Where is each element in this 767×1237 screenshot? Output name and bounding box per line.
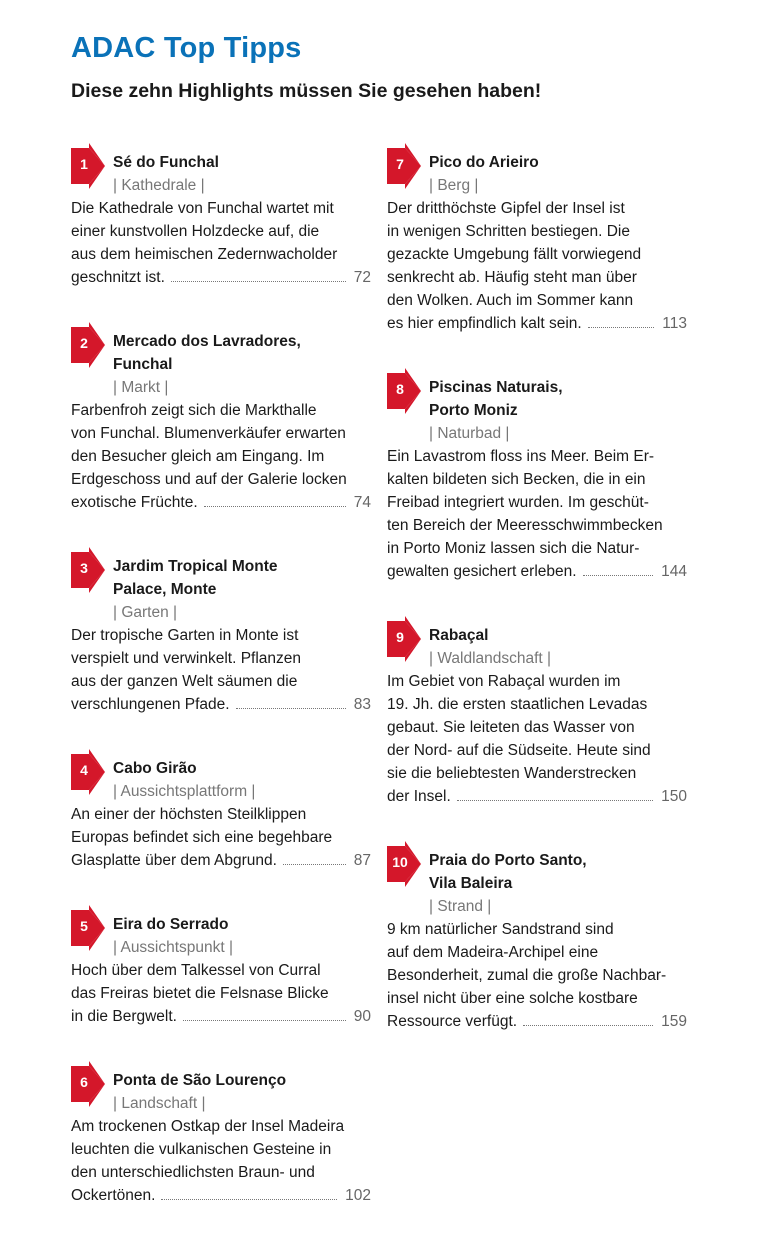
tip-category: | Berg |: [429, 177, 479, 194]
number-badge-icon: [387, 616, 421, 662]
tip-item: [71, 1058, 371, 1207]
page-number: 72: [353, 269, 371, 286]
number-badge-icon: [387, 368, 421, 414]
tip-title-line: Porto Moniz: [429, 402, 518, 419]
description-line: Freibad integriert wurden. Im geschüt-: [387, 494, 649, 511]
tip-title: [429, 838, 687, 895]
description-line: ten Bereich der Meeresschwimmbecken: [387, 517, 663, 534]
badge-number: 8: [396, 381, 404, 397]
description-line: das Freiras bietet die Felsnase Blicke: [71, 985, 329, 1002]
tip-title: [113, 746, 371, 780]
tip-item: [387, 365, 687, 583]
description-line: gebaut. Sie leiteten das Wasser von: [387, 719, 635, 736]
description-line: Am trockenen Ostkap der Insel Madeira: [71, 1118, 345, 1135]
tip-item: [387, 613, 687, 808]
description-line: von Funchal. Blumenverkäufer erwarten: [71, 425, 346, 442]
number-badge-icon: [71, 905, 105, 951]
description-line: Erdgeschoss und auf der Galerie locken: [71, 471, 347, 488]
description-line: Ockertönen.: [71, 1187, 156, 1204]
tip-description: [387, 918, 687, 1033]
description-line: Der tropische Garten in Monte ist: [71, 627, 299, 644]
number-badge-icon: [71, 749, 105, 795]
page-number: 74: [353, 494, 371, 511]
tip-category: | Garten |: [113, 604, 178, 621]
description-line: exotische Früchte.: [71, 494, 198, 511]
description-line: Ressource verfügt.: [387, 1013, 518, 1030]
tip-header: [387, 838, 687, 918]
badge-number: 1: [80, 156, 88, 172]
description-line: senkrecht ab. Häufig steht man über: [387, 269, 637, 286]
page-reference: [387, 312, 687, 335]
number-badge-icon: [71, 322, 105, 368]
tip-category: | Naturbad |: [429, 425, 510, 442]
description-line: Farbenfroh zeigt sich die Markthalle: [71, 402, 317, 419]
tip-header: [387, 613, 687, 670]
description-line: verschlungenen Pfade.: [71, 696, 230, 713]
description-line: Europas befindet sich eine begehbare: [71, 829, 333, 846]
description-line: den Besucher gleich am Eingang. Im: [71, 448, 325, 465]
tip-description: [71, 803, 371, 872]
page-number: 159: [661, 1013, 687, 1030]
tip-title-line: Cabo Girão: [113, 760, 197, 777]
description-line: auf dem Madeira-Archipel eine: [387, 944, 599, 961]
page-reference: [71, 491, 371, 514]
tip-header: [71, 1058, 371, 1115]
tip-title: [429, 365, 687, 422]
tip-description: [387, 670, 687, 808]
tip-item: [71, 544, 371, 716]
tip-title-line: Piscinas Naturais,: [429, 379, 563, 396]
number-badge-icon: [71, 547, 105, 593]
page-subtitle: Diese zehn Highlights müssen Sie gesehen haben!: [71, 80, 542, 102]
number-badge-icon: [71, 1061, 105, 1107]
description-line: Hoch über dem Talkessel von Curral: [71, 962, 321, 979]
description-line: Besonderheit, zumal die große Nachbar-: [387, 967, 667, 984]
tips-column-right: [387, 140, 687, 1063]
page-number: 90: [353, 1008, 371, 1025]
tip-description: [71, 399, 371, 514]
tip-item: [387, 838, 687, 1033]
tip-title: [113, 1058, 371, 1092]
tip-description: [71, 624, 371, 716]
description-line: Ein Lavastrom floss ins Meer. Beim Er-: [387, 448, 655, 465]
dot-leader: [457, 800, 653, 801]
tip-title: [113, 319, 371, 376]
description-line: leuchten die vulkanischen Gesteine in: [71, 1141, 332, 1158]
tip-category: | Strand |: [429, 898, 492, 915]
tip-title: [429, 613, 687, 647]
tip-header: [71, 140, 371, 197]
description-line: 9 km natürlicher Sandstrand sind: [387, 921, 614, 938]
tip-item: [387, 140, 687, 335]
page-number: 113: [662, 315, 687, 332]
description-line: sie die beliebtesten Wanderstrecken: [387, 765, 637, 782]
tip-description: [71, 959, 371, 1028]
tip-category: | Aussichtsplattform |: [113, 783, 256, 800]
tip-description: [387, 197, 687, 335]
dot-leader: [171, 281, 346, 282]
badge-number: 7: [396, 156, 404, 172]
page-reference: [71, 1005, 371, 1028]
tips-column-left: [71, 140, 371, 1237]
tip-title-line: Vila Baleira: [429, 875, 513, 892]
description-line: 19. Jh. die ersten staatlichen Levadas: [387, 696, 648, 713]
description-line: den unterschiedlichsten Braun- und: [71, 1164, 315, 1181]
tip-title: [429, 140, 687, 174]
badge-number: 9: [396, 629, 404, 645]
tip-category: | Kathedrale |: [113, 177, 205, 194]
page-reference: [71, 1184, 371, 1207]
number-badge-icon: [71, 143, 105, 189]
tip-header: [71, 746, 371, 803]
badge-number: 3: [80, 560, 88, 576]
badge-number: 2: [80, 335, 88, 351]
number-badge-icon: [387, 841, 421, 887]
tip-title: [113, 902, 371, 936]
description-line: einer kunstvollen Holzdecke auf, die: [71, 223, 320, 240]
tip-title-line: Mercado dos Lavradores,: [113, 333, 301, 350]
page-title: ADAC Top Tipps: [71, 32, 302, 64]
description-line: gezackte Umgebung fällt vorwiegend: [387, 246, 642, 263]
description-line: Glasplatte über dem Abgrund.: [71, 852, 277, 869]
description-line: Der dritthöchste Gipfel der Insel ist: [387, 200, 625, 217]
page-reference: [387, 785, 687, 808]
dot-leader: [204, 506, 346, 507]
description-line: es hier empfindlich kalt sein.: [387, 315, 582, 332]
tip-header: [71, 902, 371, 959]
tip-title: [113, 544, 371, 601]
tip-item: [71, 140, 371, 289]
badge-number: 4: [80, 762, 88, 778]
number-badge-icon: [387, 143, 421, 189]
page-number: 150: [661, 788, 687, 805]
tip-header: [71, 319, 371, 399]
dot-leader: [523, 1025, 653, 1026]
tip-category: | Markt |: [113, 379, 169, 396]
description-line: gewalten gesichert erleben.: [387, 563, 577, 580]
tip-item: [71, 746, 371, 872]
page-reference: [387, 1010, 687, 1033]
tip-item: [71, 319, 371, 514]
tip-header: [71, 544, 371, 624]
dot-leader: [161, 1199, 337, 1200]
tip-description: [71, 1115, 371, 1207]
tip-header: [387, 140, 687, 197]
tip-category: | Landschaft |: [113, 1095, 206, 1112]
tip-category: | Waldlandschaft |: [429, 650, 552, 667]
dot-leader: [283, 864, 346, 865]
tip-title-line: Jardim Tropical Monte: [113, 558, 278, 575]
badge-number: 10: [392, 854, 408, 870]
description-line: der Insel.: [387, 788, 451, 805]
description-line: aus dem heimischen Zedernwacholder: [71, 246, 338, 263]
description-line: aus der ganzen Welt säumen die: [71, 673, 298, 690]
tip-title-line: Palace, Monte: [113, 581, 217, 598]
tip-title-line: Funchal: [113, 356, 173, 373]
description-line: kalten bildeten sich Becken, die in ein: [387, 471, 646, 488]
badge-number: 6: [80, 1074, 88, 1090]
page-reference: [387, 560, 687, 583]
description-line: in Porto Moniz lassen sich die Natur-: [387, 540, 640, 557]
dot-leader: [583, 575, 654, 576]
page-number: 144: [661, 563, 687, 580]
page-reference: [71, 693, 371, 716]
tip-title-line: Pico do Arieiro: [429, 154, 539, 171]
tip-title: [113, 140, 371, 174]
page-number: 87: [353, 852, 371, 869]
description-line: An einer der höchsten Steilklippen: [71, 806, 307, 823]
description-line: Im Gebiet von Rabaçal wurden im: [387, 673, 621, 690]
description-line: den Wolken. Auch im Sommer kann: [387, 292, 634, 309]
tip-description: [71, 197, 371, 289]
description-line: in die Bergwelt.: [71, 1008, 177, 1025]
tip-title-line: Ponta de São Lourenço: [113, 1072, 287, 1089]
tip-item: [71, 902, 371, 1028]
tip-header: [387, 365, 687, 445]
page-number: 102: [345, 1187, 371, 1204]
page-reference: [71, 266, 371, 289]
badge-number: 5: [80, 918, 88, 934]
tip-title-line: Praia do Porto Santo,: [429, 852, 587, 869]
description-line: geschnitzt ist.: [71, 269, 165, 286]
dot-leader: [183, 1020, 346, 1021]
tip-description: [387, 445, 687, 583]
description-line: in wenigen Schritten bestiegen. Die: [387, 223, 630, 240]
dot-leader: [236, 708, 346, 709]
tip-title-line: Sé do Funchal: [113, 154, 219, 171]
page-reference: [71, 849, 371, 872]
description-line: der Nord- auf die Südseite. Heute sind: [387, 742, 651, 759]
page-number: 83: [353, 696, 371, 713]
description-line: insel nicht über eine solche kostbare: [387, 990, 638, 1007]
description-line: Die Kathedrale von Funchal wartet mit: [71, 200, 334, 217]
tip-title-line: Rabaçal: [429, 627, 489, 644]
tip-title-line: Eira do Serrado: [113, 916, 229, 933]
description-line: verspielt und verwinkelt. Pflanzen: [71, 650, 302, 667]
dot-leader: [588, 327, 655, 328]
tip-category: | Aussichtspunkt |: [113, 939, 234, 956]
